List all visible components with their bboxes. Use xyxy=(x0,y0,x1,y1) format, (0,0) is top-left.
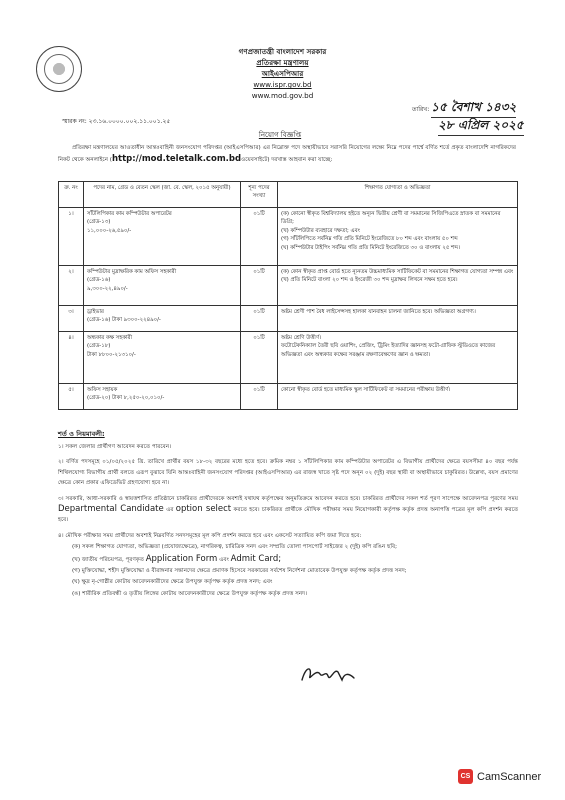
conditions-list xyxy=(58,442,518,604)
row-qualification: কোনো স্বীকৃত বোর্ড হতে মাধ্যমিক স্কুল সার্টিফিকেট বা সমমানের পরীক্ষায় উত্তীর্ণ। xyxy=(278,384,518,410)
col-serial: ক্র. নং xyxy=(59,182,84,208)
letterhead xyxy=(180,46,385,101)
date-bengali: ১৫ বৈশাখ ১৪৩২ xyxy=(431,100,517,114)
row-vacancy: ০১টি xyxy=(241,384,278,410)
condition-item: ৩। সরকারি, আধা-সরকারি ও স্বায়ত্তশাসিত প্রতিষ্ঠানে চাকরিরত প্রার্থীদেরকে অবশ্যই যথাযথ কর্তৃপক্ষের অনুমতিক্রমে আবেদন করতে হবে। চাকরিরত প্রার্থীদের সকল শর্ত পূরণ সাপেক্ষে আবেদনপত্র পূরণের সময় Departmental Candidate এর option select করতে হবে। চাকরিরত প্রার্থীকে মৌখিক পরীক্ষার সময় নিয়োগকারী কর্তৃপক্ষ কর্তৃক প্রদত্ত অনাপত্তি পত্রের মূল কপি প্রদর্শন করতে হবে। xyxy=(58,495,519,524)
condition-item: ৪। মৌখিক পরীক্ষার সময় প্রার্থীদের অবশ্যই নিম্নবর্ণিত সনদসমূহের মূল কপি প্রদর্শন করতে হবে এবং একসেট সত্যায়িত কপি জমা দিতে হবে: xyxy=(58,532,362,539)
header-website-mod[interactable]: www.mod.gov.bd xyxy=(251,91,314,100)
row-serial: ৪। xyxy=(59,332,84,384)
condition-subitem: (ক) সকল শিক্ষাগত যোগ্যতা, অভিজ্ঞতা (প্রযোজ্যক্ষেত্রে), নাগরিকত্ব, চারিত্রিক সনদ এবং সম্প্রতি তোলা পাসপোর্ট সাইজের ২ (দুই) কপি রঙিন ছবি; xyxy=(72,544,397,551)
conditions-title: শর্ত ও নিয়মাবলী: xyxy=(58,430,105,438)
row-post: সাঁটলিপিকার কাম কম্পিউটার অপারেটর (গ্রেড-১৩) ১১,০০০-২৬,৫৯০/- xyxy=(84,208,241,266)
row-qualification: অষ্টম শ্রেণী পাশ বৈধ লাইসেন্সসহ হালকা যানবাহন চালনা জানিতে হবে। অভিজ্ঞতা অগ্রগণ্য। xyxy=(278,306,518,332)
row-vacancy: ০১টি xyxy=(241,332,278,384)
row-serial: ১। xyxy=(59,208,84,266)
row-post: অন্ধকার কক্ষ সহকারী (গ্রেড-১৮) টাকা ৮৮০০-২১৩১০/- xyxy=(84,332,241,384)
table-row xyxy=(59,266,518,306)
condition-item: ১। সকল জেলার প্রার্থীগণ আবেদন করতে পারবেন। xyxy=(58,444,172,450)
row-post: কম্পিউটার মুদ্রাক্ষরিক কাম অফিস সহকারী (গ্রেড-১৬) ৯,৩০০-২২,৪৯০/- xyxy=(84,266,241,306)
intro-paragraph xyxy=(58,143,516,165)
row-vacancy: ০১টি xyxy=(241,208,278,266)
teletalk-link[interactable]: http://mod.teletalk.com.bd xyxy=(111,153,242,164)
header-government: গণপ্রজাতন্ত্রী বাংলাদেশ সরকার xyxy=(238,47,327,56)
table-row xyxy=(59,306,518,332)
row-qualification: অষ্টম শ্রেণি উত্তীর্ণ। ফটোটেকনিক্যাল তৈরী ছবি ওয়াশিং, প্রেজিং, ট্রিমিং ইত্যাদির জ্ঞানসহ ফটো-গ্রাফিক স্টুডিওতে কাজের অভিজ্ঞতা এবং অন্ধকার কক্ষের সরঞ্জাম রক্ষণাবেক্ষণের জ্ঞান ও ক্ষমতা। xyxy=(278,332,518,384)
camscanner-watermark xyxy=(458,769,541,784)
header-ministry: প্রতিরক্ষা মন্ত্রণালয় xyxy=(256,58,309,67)
col-qualification: শিক্ষাগত যোগ্যতা ও অভিজ্ঞতা xyxy=(278,182,518,208)
condition-subitem: (খ) জাতীয় পরিচয়পত্র, পূরণকৃত Application Form এবং Admit Card; xyxy=(72,553,282,564)
notice-title: নিয়োগ বিজ্ঞপ্তি xyxy=(258,131,302,139)
condition-subitem: (গ) মুক্তিযোদ্ধা, শহীদ মুক্তিযোদ্ধা ও বীরাঙ্গনার সন্তানদের ক্ষেত্রে প্রমাণক হিসেবে সরকারের সর্বশেষ নির্দেশনা মোতাবেক উপযুক্ত কর্তৃপক্ষ কর্তৃক প্রদত্ত সনদ; xyxy=(72,568,407,575)
row-post: ড্রাইভার (গ্রেড-১৬) টাকা ৯৩০০-২২৪৯০/- xyxy=(84,306,241,332)
row-qualification: (ক) কোনো স্বীকৃত বিশ্ববিদ্যালয় হইতে অন্যূন দ্বিতীয় শ্রেণী বা সমমানের সিজিপিএতে স্নাতক বা সমমানের ডিগ্রি; (খ) কম্পিউটার ব্যবহারে দক্ষতা; এবং (গ) সাঁটলিপিতে সর্বনিম্ন গতি প্রতি মিনিটে ইংরেজিতে ৮০ শব্দ এবং বাংলায় ৫০ শব্দ (ঘ) কম্পিউটার টাইপিং সর্বনিম্ন গতি প্রতি মিনিটে ইংরেজিতে ৩০ ও বাংলায় ২৫ শব্দ। xyxy=(278,208,518,266)
col-vacancy: শূন্য পদের সংখ্যা xyxy=(241,182,278,208)
date-english: ২৮ এপ্রিল ২০২৫ xyxy=(438,118,524,132)
camscanner-label: CamScanner xyxy=(477,770,542,783)
condition-item: ২। বর্ণিত পদসমূহে ০১/০৫/২০২৫ খ্রি. তারিখে প্রার্থীর বয়স ১৮-৩২ বছরের মধ্যে হতে হবে। ক্রমিক নম্বর ১ সাঁটলিপিকার কাম কম্পিউটার অপারেটর এ বিভাগীয় প্রার্থীদের ক্ষেত্রে বয়সসীমা ৪০ বছর পর্যন্ত শিথিলযোগ্য বিভাগীয় প্রার্থী বলতে এরূপ বুঝাবে যিনি আন্তঃবাহিনী জনসংযোগ পরিদপ্তর (আইএসপিআর) এর রাজস্ব খাতে সৃষ্ট পদে অনূন ০২ (দুই) বছর স্থায়ী বা অস্থায়ীভাবে চাকুরিরত। উল্লেখ্য, বয়স প্রমাণের ক্ষেত্রে কোন প্রকার এফিডেভিট গ্রহণযোগ্য হবে না। xyxy=(58,459,519,487)
condition-subitem: (ঙ) শারীরিক প্রতিবন্ধী ও তৃতীয় লিঙ্গের কোটায় আবেদনকারীদের ক্ষেত্রে উপযুক্ত কর্তৃপক্ষ কর্তৃক প্রদত্ত সনদ। xyxy=(72,590,308,597)
table-header-row xyxy=(59,182,518,208)
camscanner-logo-icon: CS xyxy=(458,769,473,784)
option-select-term: option select xyxy=(175,504,232,515)
row-serial: ২। xyxy=(59,266,84,306)
date-block xyxy=(412,100,524,136)
date-label: তারিখ: xyxy=(412,106,430,113)
admit-card-term: Admit Card; xyxy=(230,553,282,564)
row-qualification: (ক) কোন স্বীকৃত প্রাপ্ত বোর্ড হতে ন্যূনতম উচ্চমাধ্যমিক সার্টিফিকেট বা সমমানের শিক্ষাগত যোগ্যতা সম্পন্ন এবং (খ) প্রতি মিনিটে বাংলা ২০ শব্দ ও ইংরেজী ৩০ শব্দ মুদ্রাক্ষর লিখনে সক্ষম হতে হবে। xyxy=(278,266,518,306)
memo-number: স্মারক নং: ২৩.১৬.০০০০.০০২.১১.০০১.২৫ xyxy=(62,118,171,125)
application-form-term: Application Form xyxy=(145,553,218,564)
intro-text-end: ওয়েবসাইটে) দরখাস্ত আহবান করা যাচ্ছে: xyxy=(241,156,333,163)
row-vacancy: ০১টি xyxy=(241,266,278,306)
header-website-ispr[interactable]: www.ispr.gov.bd xyxy=(253,80,312,89)
signature-icon xyxy=(298,662,358,686)
government-emblem-icon xyxy=(36,46,82,92)
table-row xyxy=(59,384,518,410)
header-office: আইএসপিআর xyxy=(261,69,304,78)
row-serial: ৫। xyxy=(59,384,84,410)
col-post: পদের নাম, গ্রেড ও বেতন স্কেল (জা. বে. স্কেল, ২০১৫ অনুযায়ী) xyxy=(84,182,241,208)
table-row xyxy=(59,208,518,266)
departmental-candidate-term: Departmental Candidate xyxy=(58,504,164,515)
intro-text: প্রতিরক্ষা মন্ত্রণালয়ের আওতাধীন আন্তঃবাহিনী জনসংযোগ পরিদপ্তর (আইএসপিআর) এর নিম্নোক্ত পদে অস্থায়ীভাবে সরাসরি নিয়োগের লক্ষ্যে নিম্নে পদের পার্শ্বে বর্ণিত শর্তে প্রকৃত বাংলাদেশি নাগরিকদের নিকট থেকে অনলাইনে ( xyxy=(58,145,516,163)
vacancy-table xyxy=(58,181,518,410)
condition-subitem: (ঘ) ক্ষুদ্র নৃ-গোষ্ঠীর কোটায় আবেদনকারীদের ক্ষেত্রে উপযুক্ত কর্তৃপক্ষ কর্তৃক প্রদত্ত সনদ; এবং xyxy=(72,579,273,586)
row-vacancy: ০১টি xyxy=(241,306,278,332)
row-post: অফিস সহায়ক (গ্রেড-২০) টাকা ৮,২৫০-২০,০১০/- xyxy=(84,384,241,410)
row-serial: ৩। xyxy=(59,306,84,332)
table-row xyxy=(59,332,518,384)
